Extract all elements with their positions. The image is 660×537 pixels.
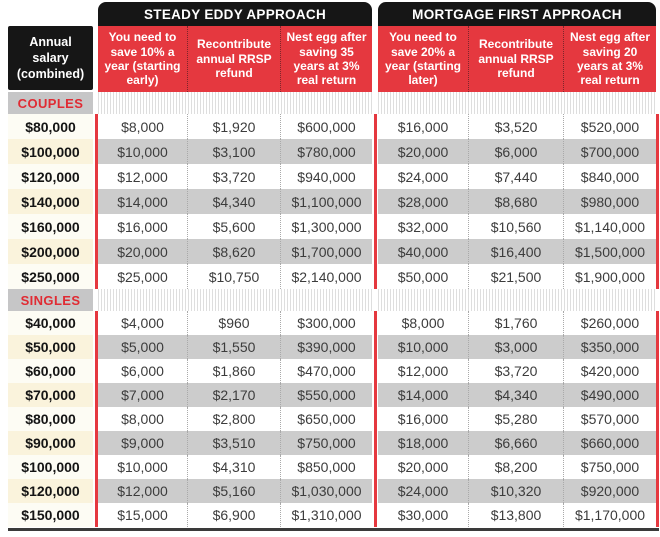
salary-cell: $160,000 [8, 214, 93, 239]
data-cell: $420,000 [563, 359, 656, 383]
mortgage-first-col-refund-header: Recontribute annual RRSP refund [468, 26, 563, 92]
data-cell: $6,660 [468, 431, 563, 455]
mortgage-first-approach-header: MORTGAGE FIRST APPROACH [378, 2, 656, 26]
data-cell: $980,000 [563, 189, 656, 214]
red-divider-line [656, 311, 659, 527]
data-cell: $1,140,000 [563, 214, 656, 239]
data-cell: $1,030,000 [280, 479, 372, 503]
salary-cell: $200,000 [8, 239, 93, 264]
data-cell: $3,510 [187, 431, 280, 455]
data-cell: $3,520 [468, 114, 563, 139]
data-cell: $4,000 [98, 311, 187, 335]
data-cell: $5,280 [468, 407, 563, 431]
data-cell: $16,000 [378, 407, 468, 431]
data-cell: $6,900 [187, 503, 280, 527]
data-cell: $3,100 [187, 139, 280, 164]
data-cell: $14,000 [378, 383, 468, 407]
data-cell: $1,550 [187, 335, 280, 359]
data-cell: $3,720 [468, 359, 563, 383]
data-cell: $10,000 [98, 139, 187, 164]
data-cell: $260,000 [563, 311, 656, 335]
data-cell: $40,000 [378, 239, 468, 264]
salary-cell: $80,000 [8, 114, 93, 139]
data-cell: $8,000 [98, 407, 187, 431]
pinstripe-band [98, 92, 372, 114]
data-cell: $10,750 [187, 264, 280, 289]
data-cell: $850,000 [280, 455, 372, 479]
data-cell: $1,100,000 [280, 189, 372, 214]
salary-cell: $50,000 [8, 335, 93, 359]
steady-eddy-col-refund-header: Recontribute annual RRSP refund [187, 26, 280, 92]
pinstripe-band [378, 92, 656, 114]
data-cell: $16,000 [378, 114, 468, 139]
data-cell: $490,000 [563, 383, 656, 407]
salary-cell: $120,000 [8, 479, 93, 503]
data-cell: $7,000 [98, 383, 187, 407]
data-cell: $12,000 [98, 479, 187, 503]
data-cell: $10,000 [98, 455, 187, 479]
data-cell: $570,000 [563, 407, 656, 431]
data-cell: $920,000 [563, 479, 656, 503]
data-cell: $4,340 [187, 189, 280, 214]
salary-cell: $250,000 [8, 264, 93, 289]
data-cell: $3,000 [468, 335, 563, 359]
data-cell: $14,000 [98, 189, 187, 214]
data-cell: $50,000 [378, 264, 468, 289]
data-cell: $8,000 [98, 114, 187, 139]
data-cell: $5,000 [98, 335, 187, 359]
data-cell: $10,560 [468, 214, 563, 239]
red-divider-line [374, 114, 377, 289]
data-cell: $28,000 [378, 189, 468, 214]
section-label-singles: SINGLES [8, 289, 93, 311]
data-cell: $15,000 [98, 503, 187, 527]
pinstripe-band [378, 289, 656, 311]
data-cell: $1,500,000 [563, 239, 656, 264]
data-cell: $350,000 [563, 335, 656, 359]
data-cell: $13,800 [468, 503, 563, 527]
data-cell: $20,000 [378, 455, 468, 479]
data-cell: $20,000 [98, 239, 187, 264]
data-cell: $8,620 [187, 239, 280, 264]
salary-cell: $70,000 [8, 383, 93, 407]
red-divider-line [95, 114, 98, 289]
steady-eddy-approach-header: STEADY EDDY APPROACH [98, 2, 372, 26]
data-cell: $650,000 [280, 407, 372, 431]
data-cell: $8,200 [468, 455, 563, 479]
data-cell: $16,400 [468, 239, 563, 264]
annual-salary-column-header: Annual salary (combined) [8, 26, 93, 90]
data-cell: $390,000 [280, 335, 372, 359]
data-cell: $5,600 [187, 214, 280, 239]
section-label-couples: COUPLES [8, 92, 93, 114]
red-divider-line [374, 311, 377, 527]
salary-cell: $140,000 [8, 189, 93, 214]
data-cell: $18,000 [378, 431, 468, 455]
table-bottom-border [8, 528, 659, 531]
data-cell: $750,000 [280, 431, 372, 455]
data-cell: $12,000 [98, 164, 187, 189]
mortgage-first-col-nestegg-header: Nest egg after saving 20 years at 3% real return [563, 26, 656, 92]
data-cell: $10,000 [378, 335, 468, 359]
pinstripe-band [98, 289, 372, 311]
data-cell: $520,000 [563, 114, 656, 139]
data-cell: $1,900,000 [563, 264, 656, 289]
data-cell: $550,000 [280, 383, 372, 407]
data-cell: $4,340 [468, 383, 563, 407]
salary-cell: $150,000 [8, 503, 93, 527]
data-cell: $960 [187, 311, 280, 335]
data-cell: $300,000 [280, 311, 372, 335]
data-cell: $940,000 [280, 164, 372, 189]
data-cell: $4,310 [187, 455, 280, 479]
data-cell: $470,000 [280, 359, 372, 383]
data-cell: $1,860 [187, 359, 280, 383]
data-cell: $1,760 [468, 311, 563, 335]
steady-eddy-col-save-header: You need to save 10% a year (starting early) [98, 26, 187, 92]
data-cell: $10,320 [468, 479, 563, 503]
red-divider-line [95, 311, 98, 527]
salary-cell: $80,000 [8, 407, 93, 431]
data-cell: $1,920 [187, 114, 280, 139]
salary-cell: $120,000 [8, 164, 93, 189]
data-cell: $8,000 [378, 311, 468, 335]
data-cell: $2,170 [187, 383, 280, 407]
data-cell: $16,000 [98, 214, 187, 239]
data-cell: $24,000 [378, 164, 468, 189]
data-cell: $24,000 [378, 479, 468, 503]
data-cell: $2,800 [187, 407, 280, 431]
data-cell: $21,500 [468, 264, 563, 289]
salary-cell: $90,000 [8, 431, 93, 455]
data-cell: $12,000 [378, 359, 468, 383]
data-cell: $840,000 [563, 164, 656, 189]
data-cell: $5,160 [187, 479, 280, 503]
data-cell: $1,300,000 [280, 214, 372, 239]
data-cell: $6,000 [98, 359, 187, 383]
data-cell: $7,440 [468, 164, 563, 189]
data-cell: $2,140,000 [280, 264, 372, 289]
data-cell: $780,000 [280, 139, 372, 164]
data-cell: $3,720 [187, 164, 280, 189]
data-cell: $32,000 [378, 214, 468, 239]
data-cell: $30,000 [378, 503, 468, 527]
data-cell: $20,000 [378, 139, 468, 164]
data-cell: $1,170,000 [563, 503, 656, 527]
salary-cell: $100,000 [8, 139, 93, 164]
data-cell: $700,000 [563, 139, 656, 164]
salary-cell: $60,000 [8, 359, 93, 383]
data-cell: $1,700,000 [280, 239, 372, 264]
data-cell: $9,000 [98, 431, 187, 455]
data-cell: $25,000 [98, 264, 187, 289]
salary-cell: $40,000 [8, 311, 93, 335]
data-cell: $750,000 [563, 455, 656, 479]
data-cell: $8,680 [468, 189, 563, 214]
data-cell: $660,000 [563, 431, 656, 455]
data-cell: $6,000 [468, 139, 563, 164]
data-cell: $600,000 [280, 114, 372, 139]
red-divider-line [656, 114, 659, 289]
salary-cell: $100,000 [8, 455, 93, 479]
mortgage-first-col-save-header: You need to save 20% a year (starting later) [378, 26, 468, 92]
steady-eddy-col-nestegg-header: Nest egg after saving 35 years at 3% real return [280, 26, 372, 92]
data-cell: $1,310,000 [280, 503, 372, 527]
table-grid [8, 2, 659, 527]
